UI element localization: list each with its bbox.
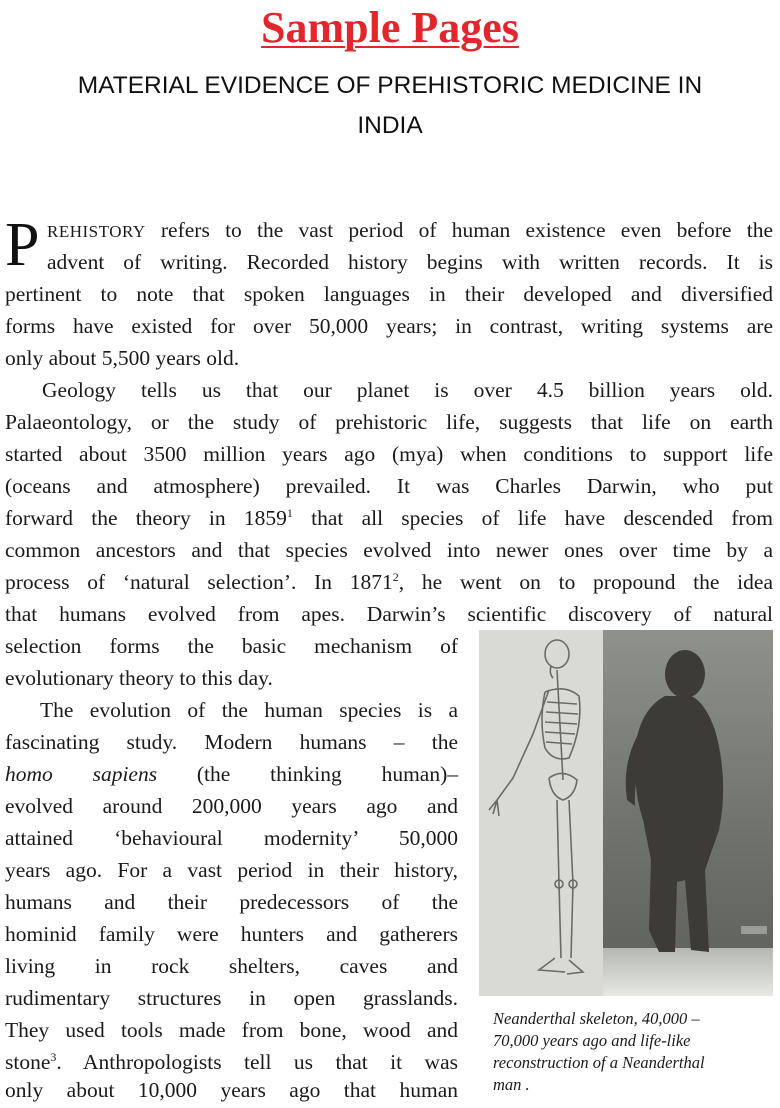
line-text: that all species of life have descended from xyxy=(292,506,774,530)
body-line: common ancestors and that species evolved into newer ones over time by a xyxy=(5,538,773,562)
figure-caption-line: 70,000 years ago and life-like xyxy=(493,1031,691,1050)
line-text: forward the theory in 1859 xyxy=(5,506,287,530)
line-text: (the thinking human)– xyxy=(157,762,458,786)
neanderthal-illustration xyxy=(479,630,773,996)
line-text: process of ‘natural selection’. In 1871 xyxy=(5,570,393,594)
body-line: evolved around 200,000 years ago and xyxy=(5,794,458,818)
body-line: fascinating study. Modern humans – the xyxy=(5,730,458,754)
small-caps-word: REHISTORY xyxy=(47,222,146,241)
body-line: only about 10,000 years ago that human xyxy=(5,1078,458,1102)
photo-credit-mark xyxy=(741,926,767,934)
chapter-title xyxy=(0,66,780,146)
line-text: . Anthropologists tell us that it was xyxy=(56,1050,458,1074)
drop-cap: P xyxy=(5,211,40,279)
body-line: years ago. For a vast period in their history, xyxy=(5,858,458,882)
footnote-ref: 1 xyxy=(286,505,293,520)
body-line xyxy=(47,214,773,246)
chapter-title-line: INDIA xyxy=(357,112,423,139)
line-text: stone xyxy=(5,1050,51,1074)
body-line: only about 5,500 years old. xyxy=(5,346,240,370)
body-line: forms have existed for over 50,000 years; in contrast, writing systems are xyxy=(5,314,773,338)
body-line: Palaeontology, or the study of prehistoric life, suggests that life on earth xyxy=(5,410,773,434)
figure-caption-line: man . xyxy=(493,1075,530,1094)
body-line: evolutionary theory to this day. xyxy=(5,666,273,690)
line-text: , he went on to propound the idea xyxy=(398,570,773,594)
body-line: selection forms the basic mechanism of xyxy=(5,634,458,658)
body-line: rudimentary structures in open grasslands. xyxy=(5,986,458,1010)
skeleton-icon xyxy=(489,640,583,974)
footnote-ref: 3 xyxy=(50,1049,57,1064)
body-line: attained ‘behavioural modernity’ 50,000 xyxy=(5,826,458,850)
body-line: pertinent to note that spoken languages in their developed and diversified xyxy=(5,282,773,306)
figure-caption-line: reconstruction of a Neanderthal xyxy=(493,1053,705,1072)
footnote-ref: 2 xyxy=(392,569,399,584)
body-line: They used tools made from bone, wood and xyxy=(5,1018,458,1042)
body-line: humans and their predecessors of the xyxy=(5,890,458,914)
body-line: living in rock shelters, caves and xyxy=(5,954,458,978)
body-line: that humans evolved from apes. Darwin’s scientific discovery of natural xyxy=(5,602,773,626)
line-text: refers to the vast period of human existence even before the xyxy=(145,218,773,242)
body-line: advent of writing. Recorded history begins with written records. It is xyxy=(47,250,773,274)
sample-pages-banner: Sample Pages xyxy=(261,3,519,52)
body-line: (oceans and atmosphere) prevailed. It was Charles Darwin, who put xyxy=(5,474,773,498)
body-line: hominid family were hunters and gatherers xyxy=(5,922,458,946)
body-line xyxy=(5,502,773,534)
chapter-title-line: MATERIAL EVIDENCE OF PREHISTORIC MEDICINE IN xyxy=(77,72,703,99)
neanderthal-figure xyxy=(479,630,773,996)
body-line: started about 3500 million years ago (mya) when conditions to support life xyxy=(5,442,773,466)
body-line: Geology tells us that our planet is over 4.5 billion years old. xyxy=(42,378,773,402)
italic-term: homo sapiens xyxy=(5,762,158,786)
figure-caption-line: Neanderthal skeleton, 40,000 – xyxy=(493,1009,700,1028)
body-line: The evolution of the human species is a xyxy=(40,698,458,722)
neanderthal-man-icon xyxy=(626,650,723,952)
body-line xyxy=(5,566,773,598)
body-line xyxy=(5,758,458,790)
